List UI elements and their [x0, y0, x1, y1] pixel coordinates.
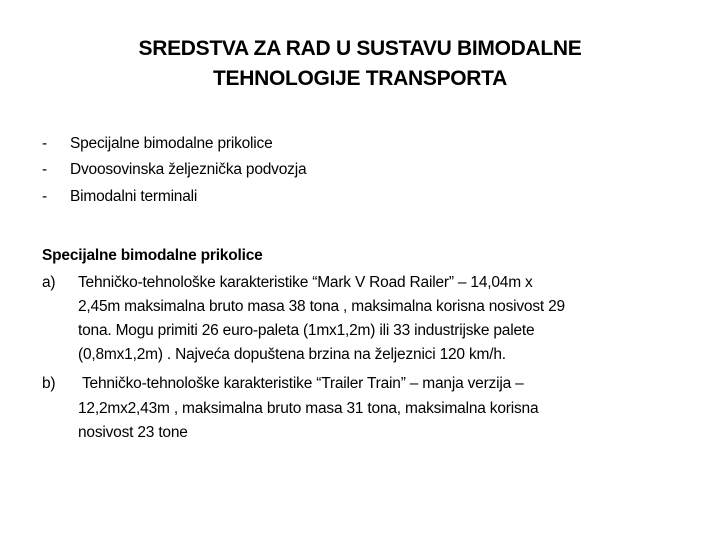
slide-title: [0, 34, 720, 94]
item-line: 12,2mx2,43m , maksimalna bruto masa 31 tona, maksimalna korisna: [78, 400, 539, 417]
section-heading: Specijalne bimodalne prikolice: [42, 247, 263, 264]
item-marker: a): [42, 274, 56, 291]
item-line: nosivost 23 tone: [78, 424, 188, 441]
item-line: (0,8mx1,2m) . Najveća dopuštena brzina na željeznici 120 km/h.: [78, 346, 506, 363]
item-line: 2,45m maksimalna bruto masa 38 tona , maksimalna korisna nosivost 29: [78, 298, 565, 315]
item-marker: b): [42, 375, 56, 392]
bullet-marker: -: [42, 188, 48, 205]
item-line: Tehničko-tehnološke karakteristike “Mark V Road Railer” – 14,04m x: [78, 274, 533, 291]
item-line: tona. Mogu primiti 26 euro-paleta (1mx1,2m) ili 33 industrijske palete: [78, 322, 535, 339]
bullet-marker: -: [42, 161, 48, 178]
bullet-item: Specijalne bimodalne prikolice: [70, 135, 273, 152]
bullet-item: Bimodalni terminali: [70, 188, 198, 205]
bullet-item: Dvoosovinska željeznička podvozja: [70, 161, 307, 178]
bullet-marker: -: [42, 135, 48, 152]
title-line-2: TEHNOLOGIJE TRANSPORTA: [212, 67, 508, 90]
item-line: Tehničko-tehnološke karakteristike “Trailer Train” – manja verzija –: [82, 375, 524, 392]
title-line-1: SREDSTVA ZA RAD U SUSTAVU BIMODALNE: [138, 37, 582, 60]
